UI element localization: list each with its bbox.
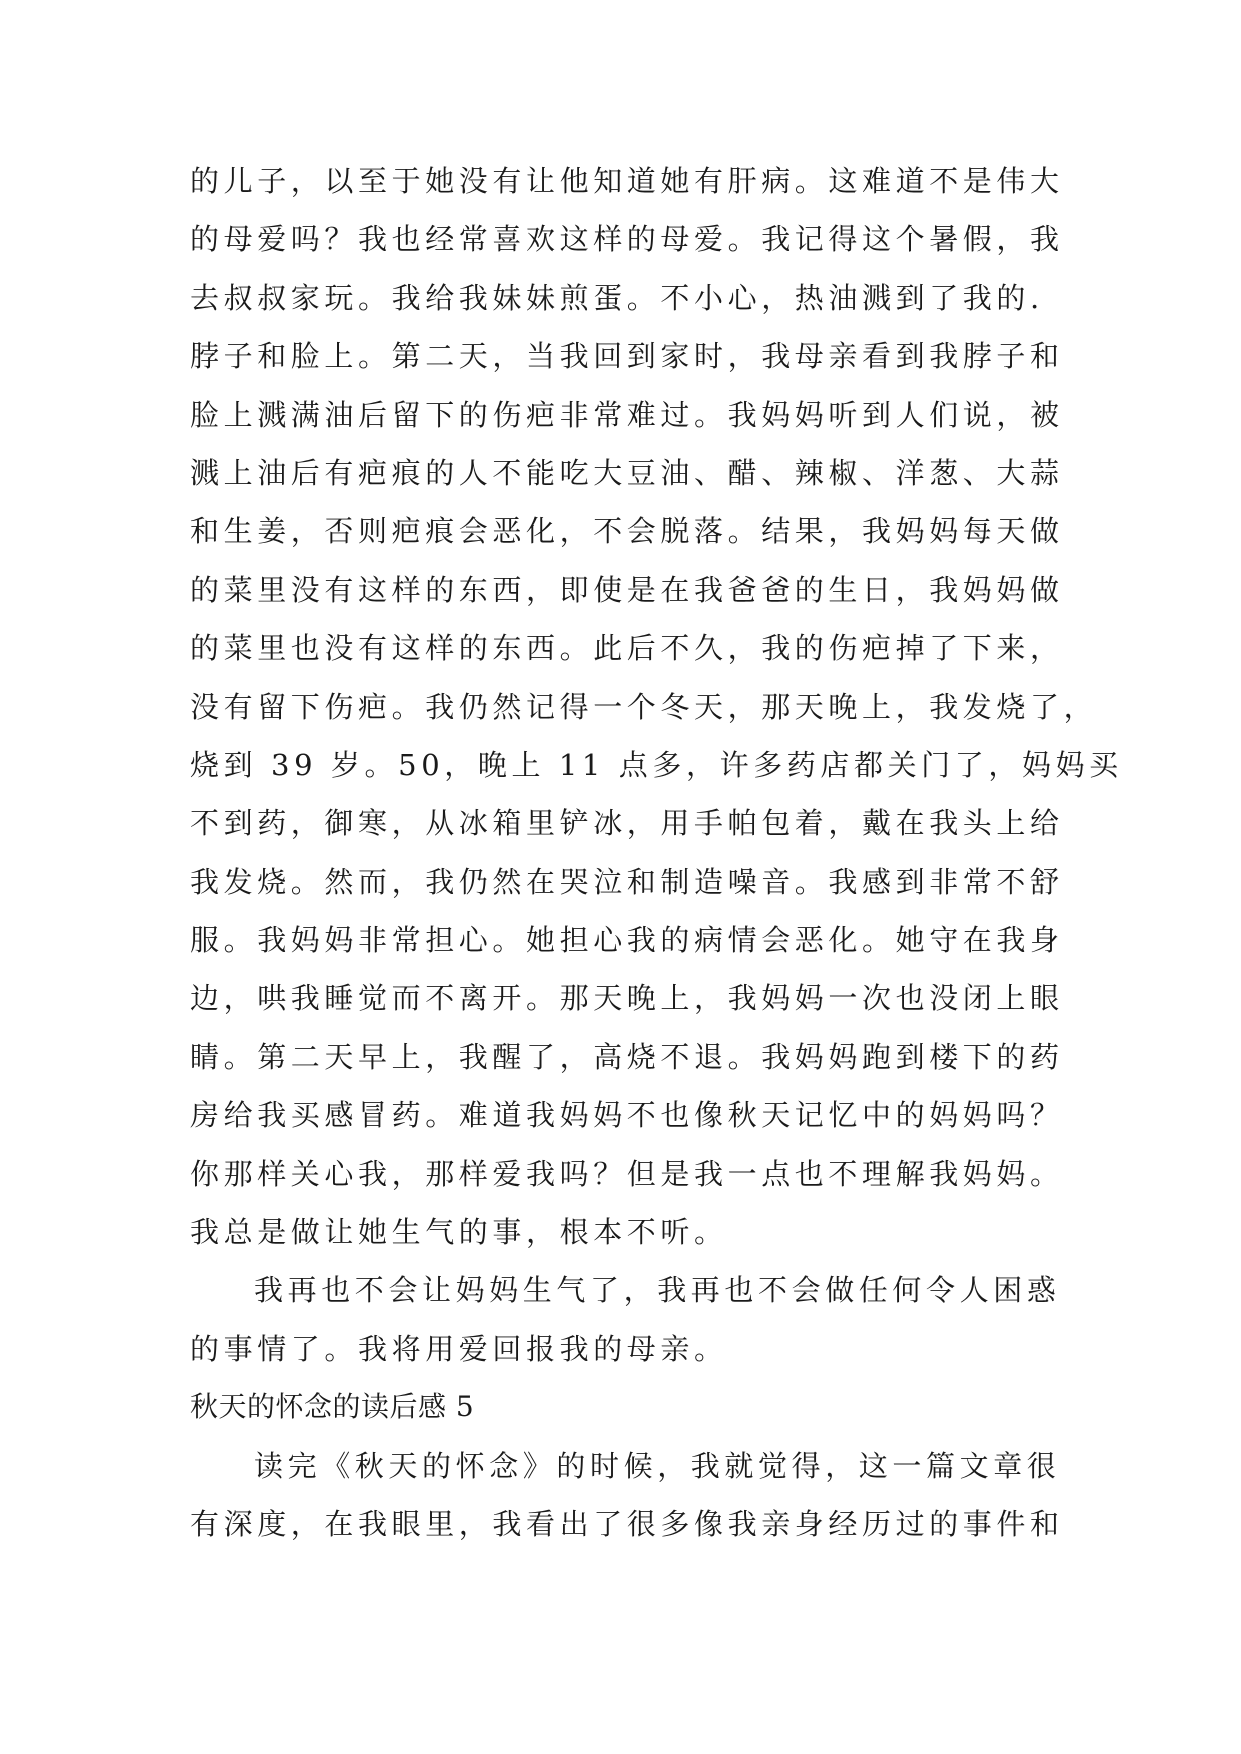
text-line: 我发烧。然而，我仍然在哭泣和制造噪音。我感到非常不舒 (190, 864, 1064, 899)
text-line: 脖子和脸上。第二天，当我回到家时，我母亲看到我脖子和 (190, 339, 1064, 374)
paragraph-1 (190, 152, 1123, 1261)
text-line: 去叔叔家玩。我给我妹妹煎蛋。不小心，热油溅到了我的. (190, 280, 1044, 315)
text-line: 房给我买感冒药。难道我妈妈不也像秋天记忆中的妈妈吗？ (190, 1098, 1064, 1133)
text-line: 的母爱吗？我也经常喜欢这样的母爱。我记得这个暑假，我 (190, 222, 1064, 257)
text-line: 服。我妈妈非常担心。她担心我的病情会恶化。她守在我身 (190, 923, 1064, 958)
document-body (190, 152, 1123, 1553)
text-line: 的事情了。我将用爱回报我的母亲。 (190, 1331, 728, 1366)
text-line: 溅上油后有疤痕的人不能吃大豆油、醋、辣椒、洋葱、大蒜 (190, 455, 1064, 490)
text-line: 和生姜，否则疤痕会恶化，不会脱落。结果，我妈妈每天做 (190, 514, 1064, 549)
text-line: 的菜里没有这样的东西，即使是在我爸爸的生日，我妈妈做 (190, 572, 1064, 607)
text-line: 我再也不会让妈妈生气了，我再也不会做任何令人困惑 (254, 1273, 1061, 1308)
text-line: 睛。第二天早上，我醒了，高烧不退。我妈妈跑到楼下的药 (190, 1039, 1064, 1074)
text-line: 边，哄我睡觉而不离开。那天晚上，我妈妈一次也没闭上眼 (190, 981, 1064, 1016)
text-line: 我总是做让她生气的事，根本不听。 (190, 1215, 728, 1250)
text-line: 的儿子，以至于她没有让他知道她有肝病。这难道不是伟大 (190, 164, 1064, 198)
text-line: 脸上溅满油后留下的伤疤非常难过。我妈妈听到人们说，被 (190, 397, 1064, 432)
text-line: 读完《秋天的怀念》的时候，我就觉得，这一篇文章很 (254, 1448, 1061, 1483)
section-heading (190, 1378, 1060, 1436)
text-line: 有深度，在我眼里，我看出了很多像我亲身经历过的事件和 (190, 1506, 1064, 1541)
section-heading-text: 秋天的怀念的读后感 5 (190, 1390, 475, 1424)
text-line: 你那样关心我，那样爱我吗？但是我一点也不理解我妈妈。 (190, 1156, 1064, 1191)
text-line: 不到药，御寒，从冰箱里铲冰，用手帕包着，戴在我头上给 (190, 806, 1064, 841)
paragraph-2 (190, 1261, 1060, 1378)
text-line: 烧到 39 岁。50，晚上 11 点多，许多药店都关门了，妈妈买 (190, 747, 1123, 782)
text-line: 的菜里也没有这样的东西。此后不久，我的伤疤掉了下来， (190, 631, 1064, 666)
paragraph-3 (190, 1437, 1064, 1554)
text-line: 没有留下伤疤。我仍然记得一个冬天，那天晚上，我发烧了， (190, 689, 1098, 724)
